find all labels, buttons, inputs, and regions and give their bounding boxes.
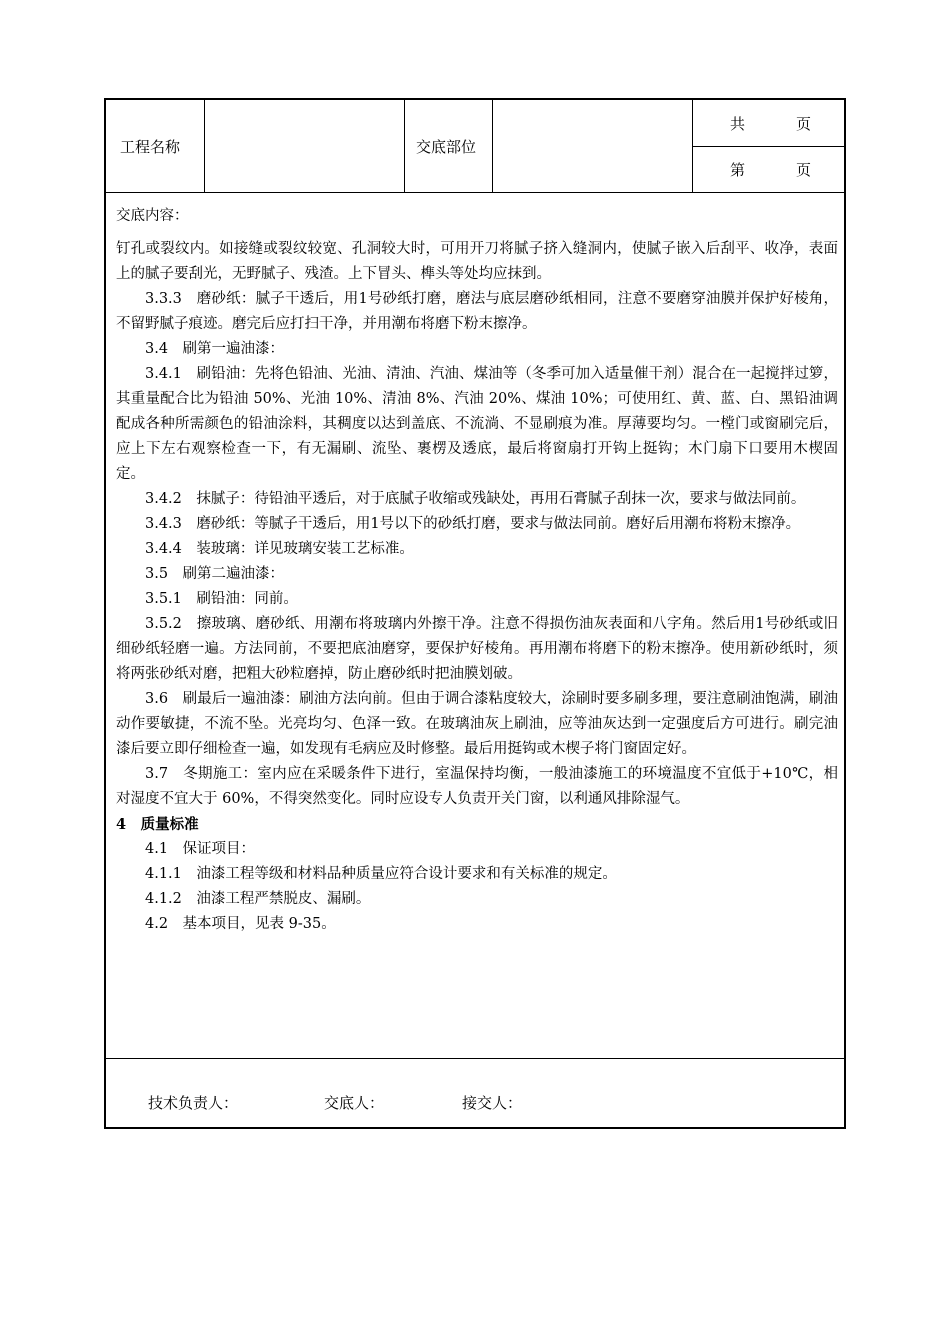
total-page-unit: 页 bbox=[796, 114, 812, 133]
part-label: 交底部位 bbox=[416, 137, 477, 156]
disclosure-form bbox=[104, 98, 846, 1129]
current-page-unit: 页 bbox=[796, 160, 812, 179]
paragraph: 钉孔或裂纹内。如接缝或裂纹较宽、孔洞较大时，可用开刀将腻子挤入缝洞内，使腻子嵌入后刮平、收净，表面上的腻子要刮光，无野腻子、残渣。上下冒头、榫头等处均应抹到。 bbox=[116, 241, 838, 282]
discloser-signature: 交底人： bbox=[324, 1094, 385, 1112]
project-name-value[interactable] bbox=[206, 100, 402, 192]
tech-lead-signature: 技术负责人： bbox=[148, 1094, 239, 1112]
content-label: 交底内容： bbox=[116, 208, 189, 224]
signature-divider bbox=[106, 1058, 844, 1059]
disclosure-content bbox=[116, 204, 838, 937]
total-label: 共 bbox=[730, 114, 746, 133]
paragraph: 3.4.3 磨砂纸：等腻子干透后，用1号以下的砂纸打磨，要求与做法同前。磨好后用潮布将粉末擦净。 bbox=[145, 516, 801, 532]
form-header bbox=[106, 100, 844, 193]
section-4-title: 4 质量标准 bbox=[116, 816, 199, 833]
quality-item: 4.1.2 油漆工程严禁脱皮、漏刷。 bbox=[145, 891, 371, 907]
project-name-label: 工程名称 bbox=[120, 137, 181, 156]
quality-item: 4.2 基本项目，见表 9-35。 bbox=[145, 916, 336, 932]
paragraph: 3.7 冬期施工：室内应在采暖条件下进行，室温保持均衡，一般油漆施工的环境温度不宜低于+10℃，相对湿度不宜大于 60%，不得突然变化。同时应设专人负责开关门窗，以利通风排除湿气。 bbox=[116, 766, 838, 807]
total-pages-cell bbox=[694, 100, 844, 146]
paragraph: 3.4.4 装玻璃：详见玻璃安装工艺标准。 bbox=[145, 541, 414, 557]
paragraph: 3.4.1 刷铅油：先将色铅油、光油、清油、汽油、煤油等（冬季可加入适量催干剂）混合在一起搅拌过箩，其重量配合比为铅油 50%、光油 10%、清油 8%、汽油 20%、煤油 10%；可使用红、黄、蓝、白、黑铅油调配成各种所需颜色的铅油涂料，其稠度以达到盖底、不流淌、不显刷痕为准。厚薄要均匀。一樘门或窗刷完后，应上下左右观察检查一下，有无漏刷、流坠、裹楞及透底，最后将窗扇打开钩上挺钩；木门扇下口要用木楔固定。 bbox=[116, 366, 838, 482]
current-page-cell bbox=[694, 146, 844, 192]
page-label: 第 bbox=[730, 160, 746, 179]
paragraph: 3.5.2 擦玻璃、磨砂纸、用潮布将玻璃内外擦干净。注意不得损伤油灰表面和八字角。然后用1号砂纸或旧细砂纸轻磨一遍。方法同前，不要把底油磨穿，要保护好棱角。再用潮布将磨下的粉末擦净。使用新砂纸时，须将两张砂纸对磨，把粗大砂粒磨掉，防止磨砂纸时把油膜划破。 bbox=[116, 616, 838, 682]
quality-item: 4.1 保证项目： bbox=[145, 841, 256, 857]
quality-item: 4.1.1 油漆工程等级和材料品种质量应符合设计要求和有关标准的规定。 bbox=[145, 866, 617, 882]
paragraph: 3.5.1 刷铅油：同前。 bbox=[145, 591, 298, 607]
paragraph: 3.6 刷最后一遍油漆：刷油方法向前。但由于调合漆粘度较大，涂刷时要多刷多理，要注意刷油饱满，刷油动作要敏捷，不流不坠。光亮均匀、色泽一致。在玻璃油灰上刷油，应等油灰达到一定强度后方可进行。刷完油漆后要立即仔细检查一遍，如发现有毛病应及时修整。最后用挺钩或木楔子将门窗固定好。 bbox=[116, 691, 838, 757]
section-heading: 3.5 刷第二遍油漆： bbox=[145, 566, 285, 582]
section-heading: 3.4 刷第一遍油漆： bbox=[145, 341, 285, 357]
part-value[interactable] bbox=[494, 100, 690, 192]
paragraph: 3.3.3 磨砂纸：腻子干透后，用1号砂纸打磨，磨法与底层磨砂纸相同，注意不要磨穿油膜并保护好棱角，不留野腻子痕迹。磨完后应打扫干净，并用潮布将磨下粉末擦净。 bbox=[116, 291, 838, 332]
paragraph: 3.4.2 抹腻子：待铅油平透后，对于底腻子收缩或残缺处，再用石膏腻子刮抹一次，要求与做法同前。 bbox=[145, 491, 806, 507]
receiver-signature: 接交人： bbox=[462, 1094, 523, 1112]
